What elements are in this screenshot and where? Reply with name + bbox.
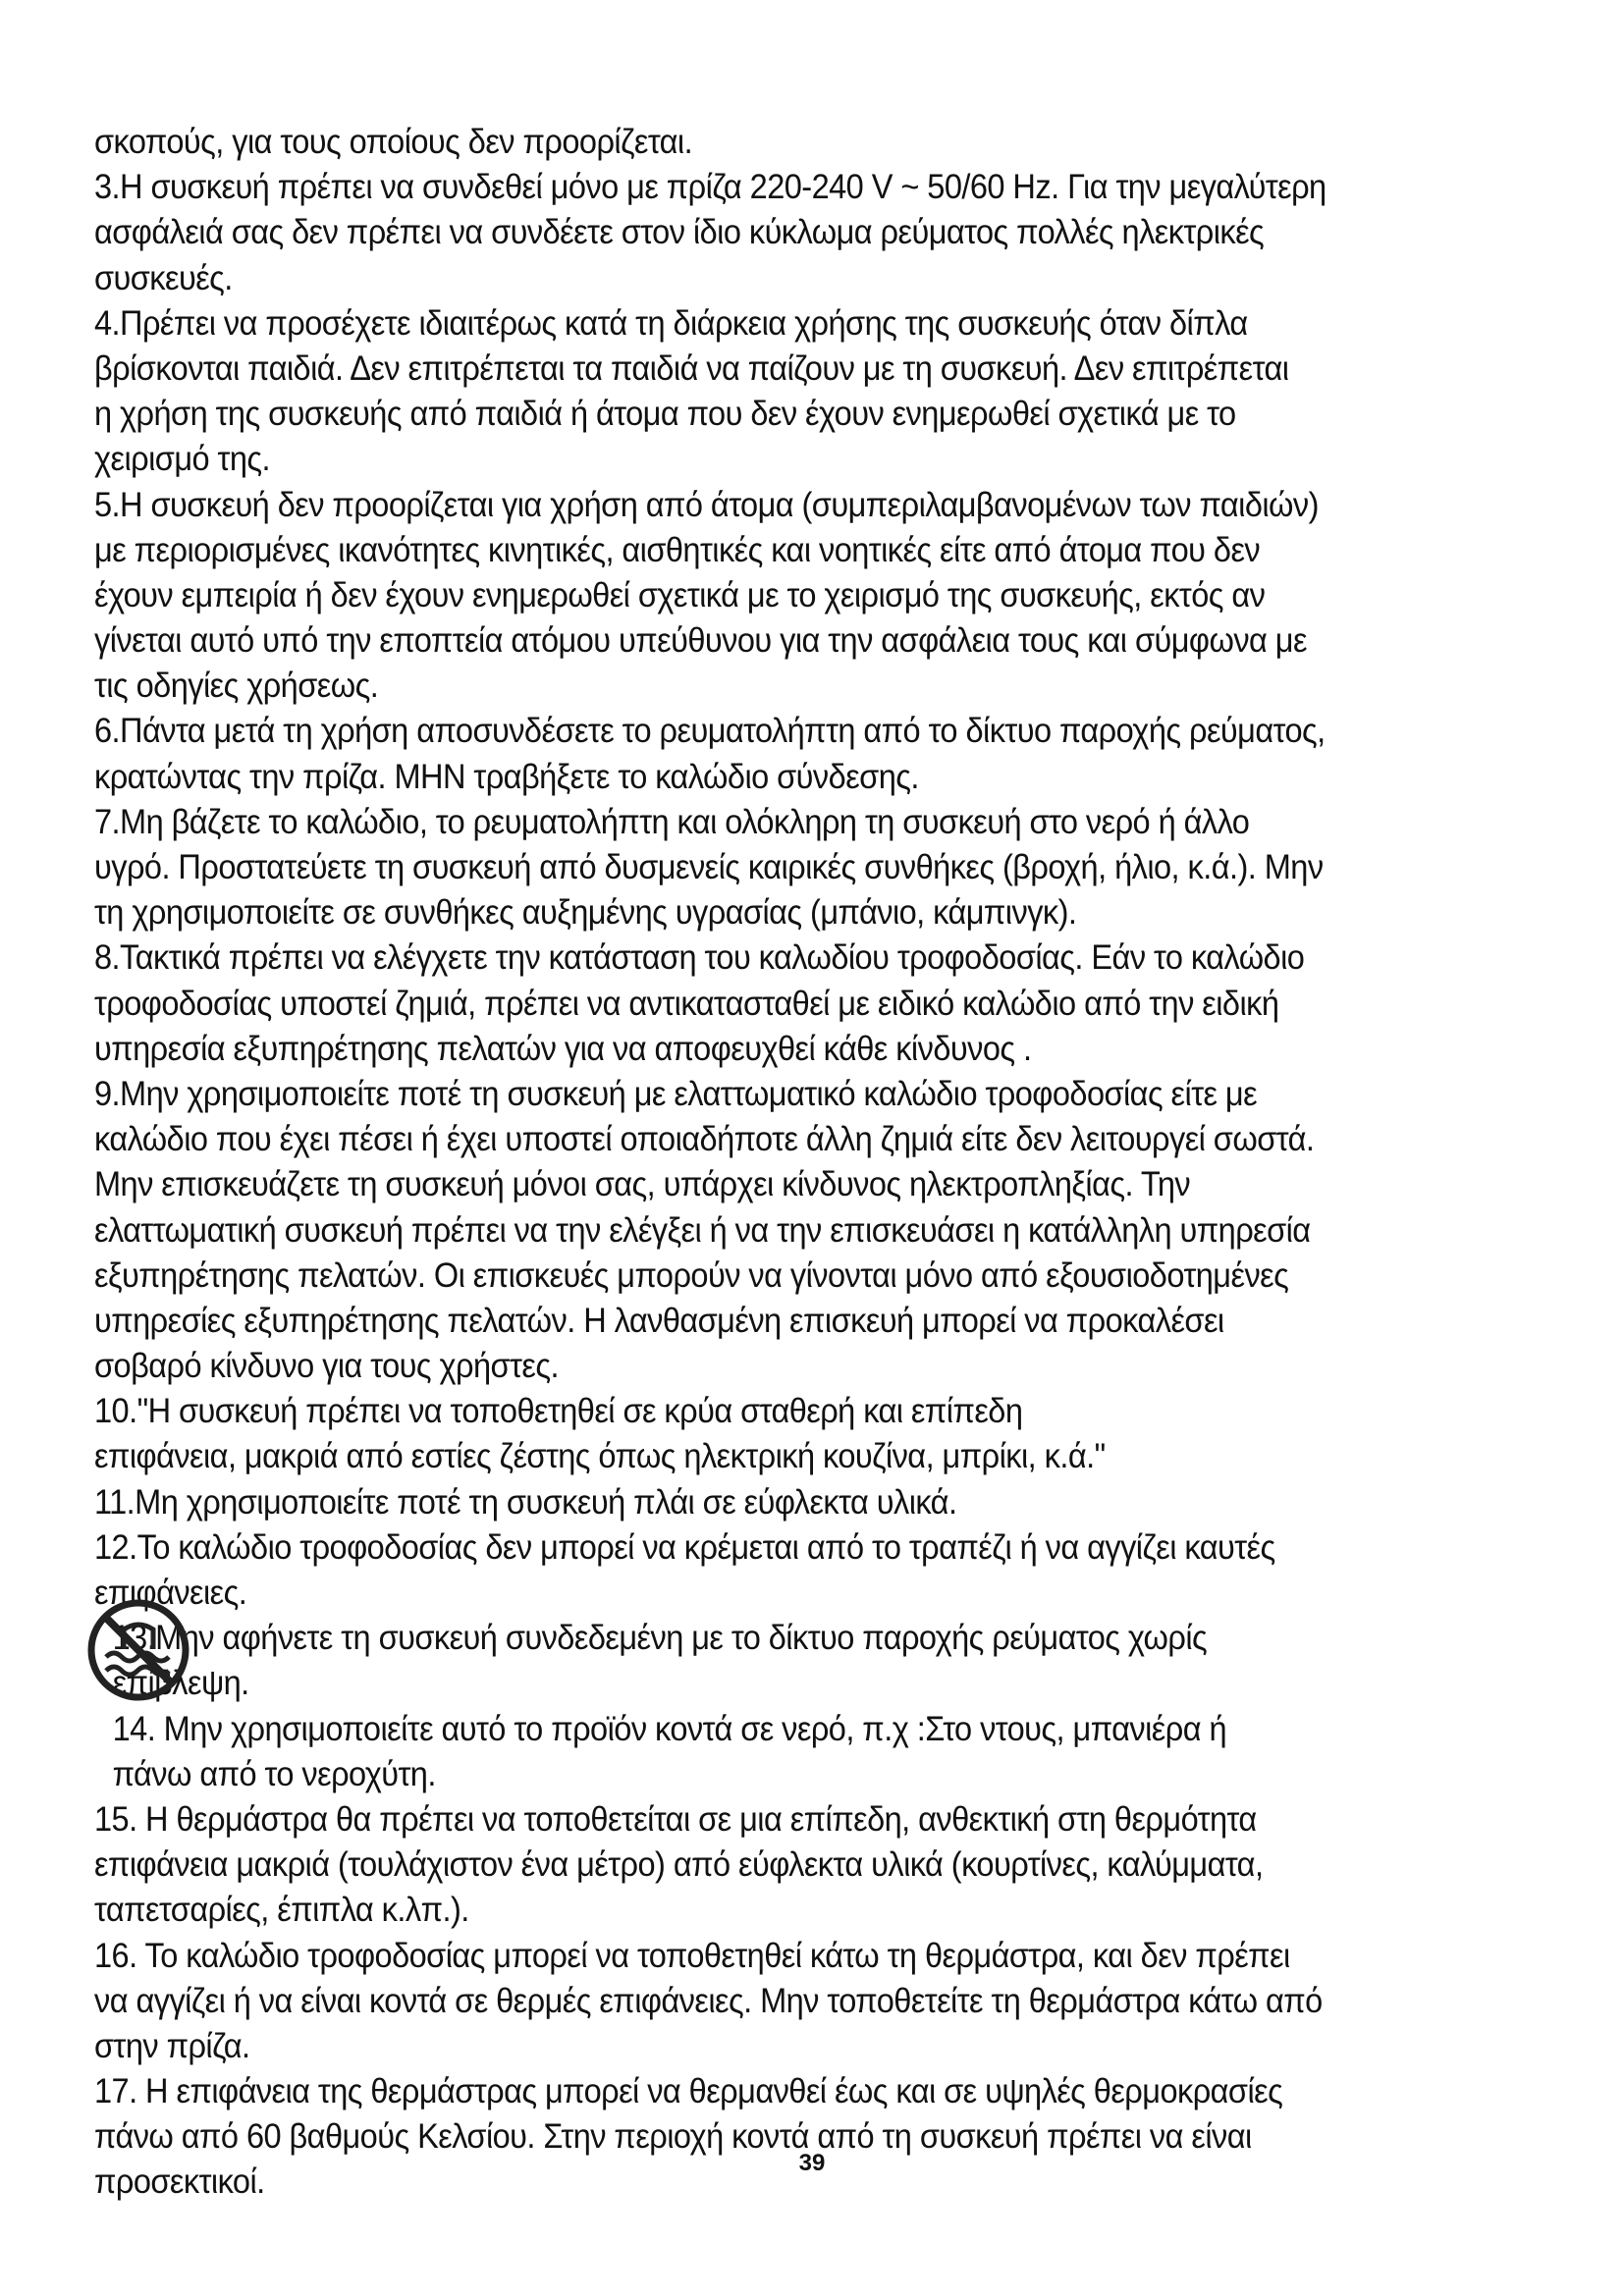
text-line: σοβαρό κίνδυνο για τους χρήστες. [94,1347,559,1386]
text-line: 16. Το καλώδιο τροφοδοσίας μπορεί να τοποθετηθεί κάτω τη θερμάστρα, και δεν πρέπει [94,1936,1290,1975]
text-line: εξυπηρέτησης πελατών. Οι επισκευές μπορούν να γίνονται μόνο από εξουσιοδοτημένες [94,1255,1289,1295]
text-line: να αγγίζει ή να είναι κοντά σε θερμές επιφάνειες. Μην τοποθετείτε τη θερμάστρα κάτω από [94,1981,1323,2020]
text-line: 14. Μην χρησιμοποιείτε αυτό το προϊόν κοντά σε νερό, π.χ :Στο ντους, μπανιέρα ή [112,1709,1226,1748]
text-line: 15. Η θερμάστρα θα πρέπει να τοποθετείται σε μια επίπεδη, ανθεκτική στη θερμότητα [94,1799,1257,1839]
text-line: ελαττωματική συσκευή πρέπει να την ελέγξει ή να την επισκευάσει η κατάλληλη υπηρεσία [94,1210,1311,1250]
text-line: έχουν εμπειρία ή δεν έχουν ενημερωθεί σχετικά με το χειρισμό της συσκευής, εκτός αν [94,575,1266,614]
text-line: γίνεται αυτό υπό την εποπτεία ατόμου υπεύθυνου για την ασφάλεια τους και σύμφωνα με [94,621,1307,661]
text-line: χειρισμό της. [94,440,271,479]
document-body [94,120,1538,2206]
text-line: επιφάνεια, μακριά από εστίες ζέστης όπως ηλεκτρική κουζίνα, μπρίκι, κ.ά." [94,1437,1106,1476]
text-line: προσεκτικοί. [94,2163,265,2202]
text-line: 6.Πάντα μετά τη χρήση αποσυνδέσετε το ρευματολήπτη από το δίκτυο παροχής ρεύματος, [94,712,1326,751]
text-line: ταπετσαρίες, έπιπλα κ.λπ.). [94,1891,469,1930]
text-line: 3.Η συσκευή πρέπει να συνδεθεί μόνο με πρίζα 220-240 V ~ 50/60 Hz. Για την μεγαλύτερη [94,168,1326,207]
text-line: επιφάνειες. [94,1574,247,1612]
text-line: πάνω από το νεροχύτη. [112,1754,436,1793]
text-line: τροφοδοσίας υποστεί ζημιά, πρέπει να αντικατασταθεί με ειδικό καλώδιο από την ειδική [94,984,1279,1023]
text-line: στην πρίζα. [94,2026,250,2065]
text-line: σκοπούς, για τους οποίους δεν προορίζεται. [94,123,693,161]
text-line: υπηρεσία εξυπηρέτησης πελατών για να αποφευχθεί κάθε κίνδυνος . [94,1029,1032,1068]
text-line: 10."Η συσκευή πρέπει να τοποθετηθεί σε κρύα σταθερή και επίπεδη [94,1392,1023,1431]
text-line: 12.Το καλώδιο τροφοδοσίας δεν μπορεί να κρέμεται από το τραπέζι ή να αγγίζει καυτές [94,1527,1275,1567]
text-line: 7.Μη βάζετε το καλώδιο, το ρευματολήπτη και ολόκληρη τη συσκευή στο νερό ή άλλο [94,802,1250,841]
text-line: 5.Η συσκευή δεν προορίζεται για χρήση από άτομα (συμπεριλαμβανομένων των παιδιών) [94,485,1319,524]
text-line: 4.Πρέπει να προσέχετε ιδιαιτέρως κατά τη διάρκεια χρήσης της συσκευής όταν δίπλα [94,303,1248,343]
page-number: 39 [798,2150,826,2176]
text-line: ασφάλειά σας δεν πρέπει να συνδέετε στον ίδιο κύκλωμα ρεύματος πολλές ηλεκτρικές [94,213,1265,252]
text-line: υγρό. Προστατεύετε τη συσκευή από δυσμενείς καιρικές συνθήκες (βροχή, ήλιο, κ.ά.). Μην [94,848,1324,886]
text-line: βρίσκονται παιδιά. Δεν επιτρέπεται τα παιδιά να παίζουν με τη συσκευή. Δεν επιτρέπεται [94,348,1289,388]
text-line: 17. Η επιφάνεια της θερμάστρας μπορεί να θερμανθεί έως και σε υψηλές θερμοκρασίες [94,2072,1283,2111]
text-line: 13.Μην αφήνετε τη συσκευή συνδεδεμένη με το δίκτυο παροχής ρεύματος χωρίς [112,1619,1208,1658]
text-line: με περιορισμένες ικανότητες κινητικές, αισθητικές και νοητικές είτε από άτομα που δεν [94,530,1261,569]
text-line: επίβλεψη. [112,1664,249,1703]
text-line: 11.Μη χρησιμοποιείτε ποτέ τη συσκευή πλάι σε εύφλεκτα υλικά. [94,1482,957,1522]
no-water-icon [84,1596,192,1704]
text-line: τη χρησιμοποιείτε σε συνθήκες αυξημένης υγρασίας (μπάνιο, κάμπινγκ). [94,893,1077,933]
text-line: καλώδιο που έχει πέσει ή έχει υποστεί οποιαδήποτε άλλη ζημιά είτε δεν λειτουργεί σωστά. [94,1120,1315,1159]
text-line: Μην επισκευάζετε τη συσκευή μόνοι σας, υπάρχει κίνδυνος ηλεκτροπληξίας. Την [94,1165,1191,1204]
text-line: 8.Τακτικά πρέπει να ελέγχετε την κατάσταση του καλωδίου τροφοδοσίας. Εάν το καλώδιο [94,938,1305,978]
text-line: πάνω από 60 βαθμούς Κελσίου. Στην περιοχή κοντά από τη συσκευή πρέπει να είναι [94,2117,1252,2157]
text-line: συσκευές. [94,258,233,297]
text-line: κρατώντας την πρίζα. ΜΗΝ τραβήξετε το καλώδιο σύνδεσης. [94,757,919,796]
text-line: υπηρεσίες εξυπηρέτησης πελατών. Η λανθασμένη επισκευή μπορεί να προκαλέσει [94,1301,1224,1340]
text-line: 9.Μην χρησιμοποιείτε ποτέ τη συσκευή με ελαττωματικό καλώδιο τροφοδοσίας είτε με [94,1074,1258,1113]
text-line: επιφάνεια μακριά (τουλάχιστον ένα μέτρο) από εύφλεκτα υλικά (κουρτίνες, καλύμματα, [94,1845,1264,1885]
text-line: η χρήση της συσκευής από παιδιά ή άτομα που δεν έχουν ενημερωθεί σχετικά με το [94,395,1236,434]
text-line: τις οδηγίες χρήσεως. [94,667,379,706]
